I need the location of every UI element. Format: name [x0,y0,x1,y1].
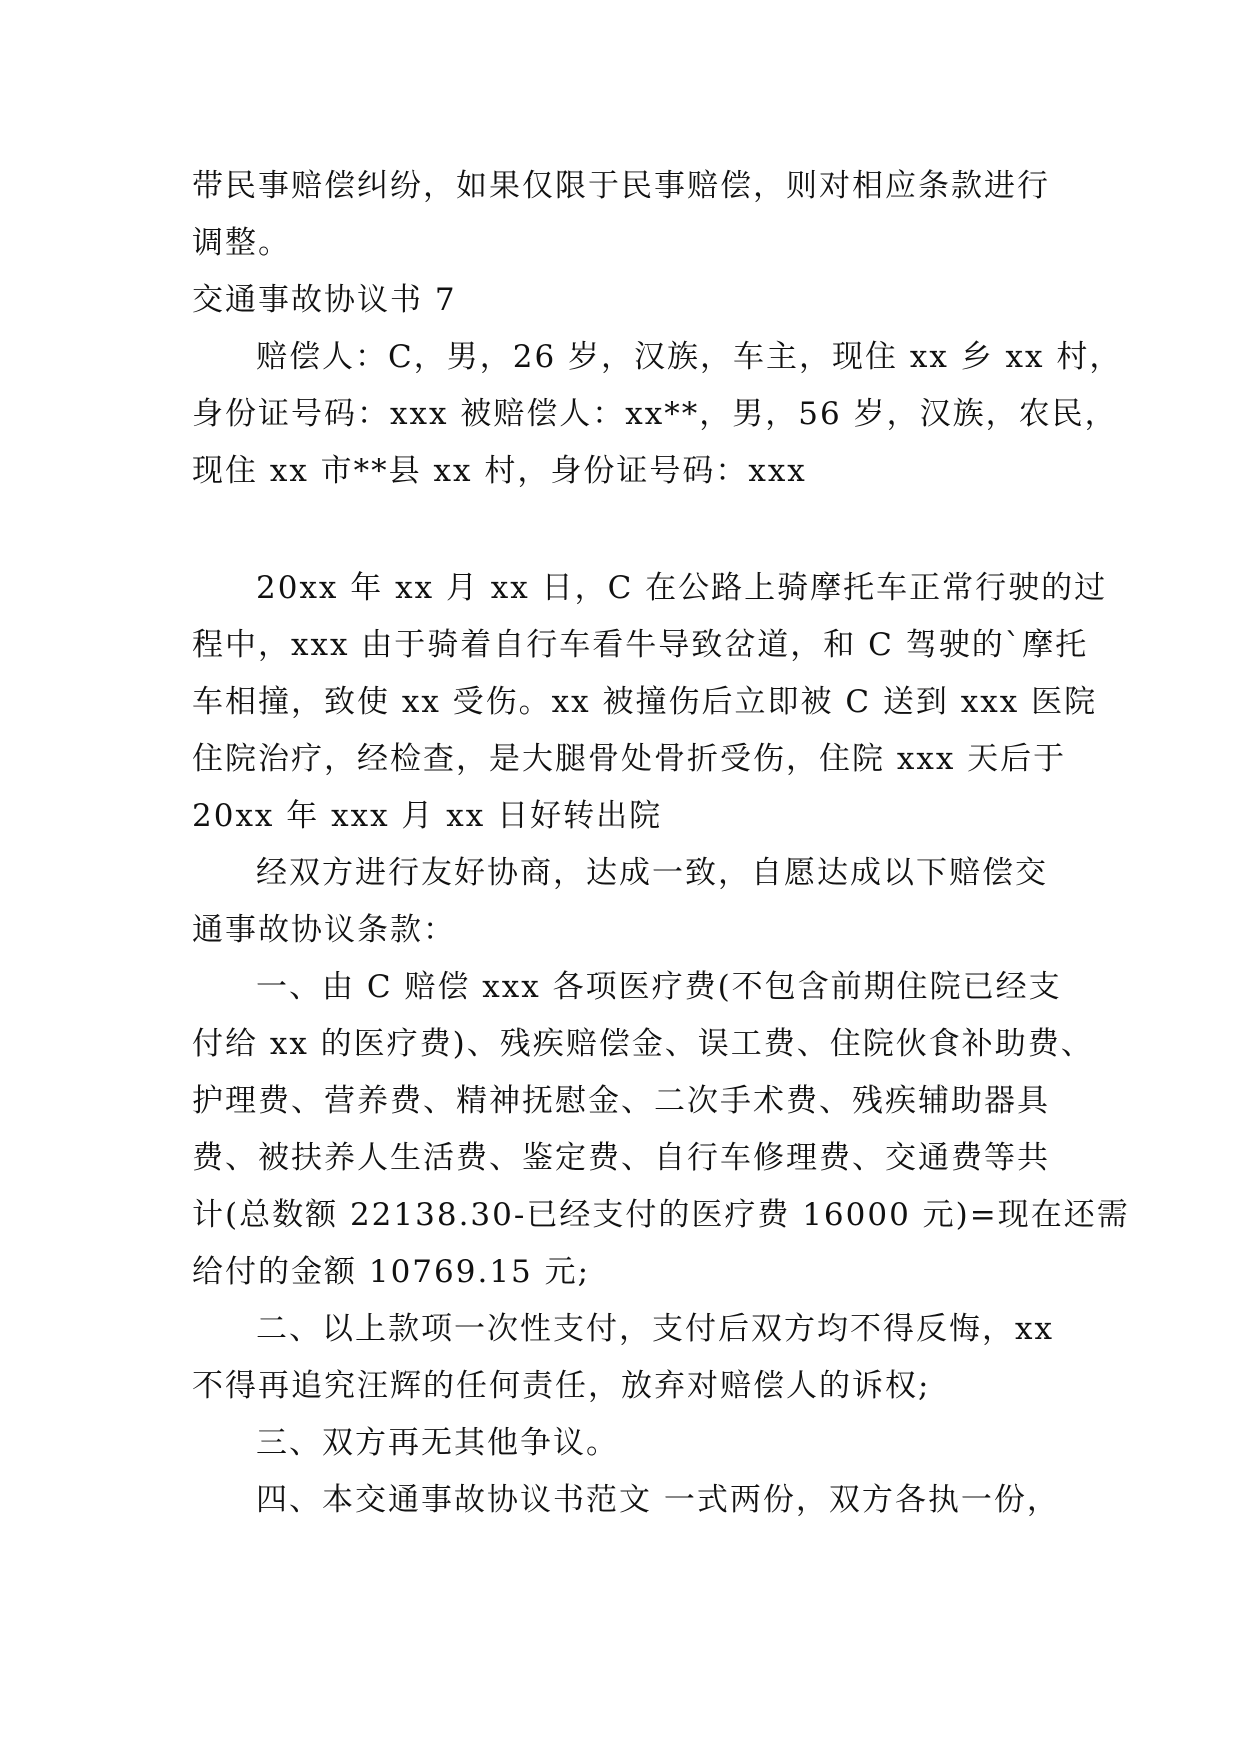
text-line: 不得再追究汪辉的任何责任，放弃对赔偿人的诉权; [192,1368,931,1404]
text-line: 车相撞，致使 xx 受伤。xx 被撞伤后立即被 C 送到 xxx 医院 [192,684,1098,720]
section-heading: 交通事故协议书 7 [192,282,457,318]
text-line: 通事故协议条款： [192,912,456,948]
text-line: 四、本交通事故协议书范文 一式两份，双方各执一份， [256,1482,1060,1518]
text-line: 程中，xxx 由于骑着自行车看牛导致岔道，和 C 驾驶的`摩托 [192,627,1089,663]
text-line: 带民事赔偿纠纷，如果仅限于民事赔偿，则对相应条款进行 [192,168,1050,204]
document-body [192,158,1130,1529]
text-line: 调整。 [192,225,291,261]
text-line: 费、被扶养人生活费、鉴定费、自行车修理费、交通费等共 [192,1140,1050,1176]
text-line: 一、由 C 赔偿 xxx 各项医疗费(不包含前期住院已经支 [256,969,1062,1005]
paragraph-gap [192,500,1052,560]
text-line: 护理费、营养费、精神抚慰金、二次手术费、残疾辅助器具 [192,1083,1050,1119]
text-line: 三、双方再无其他争议。 [256,1425,619,1461]
text-line: 现住 xx 市**县 xx 村，身份证号码：xxx [192,453,807,489]
text-line: 经双方进行友好协商，达成一致，自愿达成以下赔偿交 [256,855,1048,891]
text-line: 付给 xx 的医疗费)、残疾赔偿金、误工费、住院伙食补助费、 [192,1026,1094,1062]
text-line: 给付的金额 10769.15 元; [192,1254,591,1290]
text-line: 赔偿人：C，男，26 岁，汉族，车主，现住 xx 乡 xx 村， [256,339,1123,375]
text-line: 20xx 年 xx 月 xx 日，C 在公路上骑摩托车正常行驶的过 [256,570,1108,606]
text-line: 20xx 年 xxx 月 xx 日好转出院 [192,798,663,834]
text-line: 二、以上款项一次性支付，支付后双方均不得反悔，xx [256,1311,1054,1347]
text-line: 计(总数额 22138.30-已经支付的医疗费 16000 元)=现在还需 [192,1197,1130,1233]
text-line: 身份证号码：xxx 被赔偿人：xx**，男，56 岁，汉族，农民， [192,396,1118,432]
text-line: 住院治疗，经检查，是大腿骨处骨折受伤，住院 xxx 天后于 [192,741,1067,777]
